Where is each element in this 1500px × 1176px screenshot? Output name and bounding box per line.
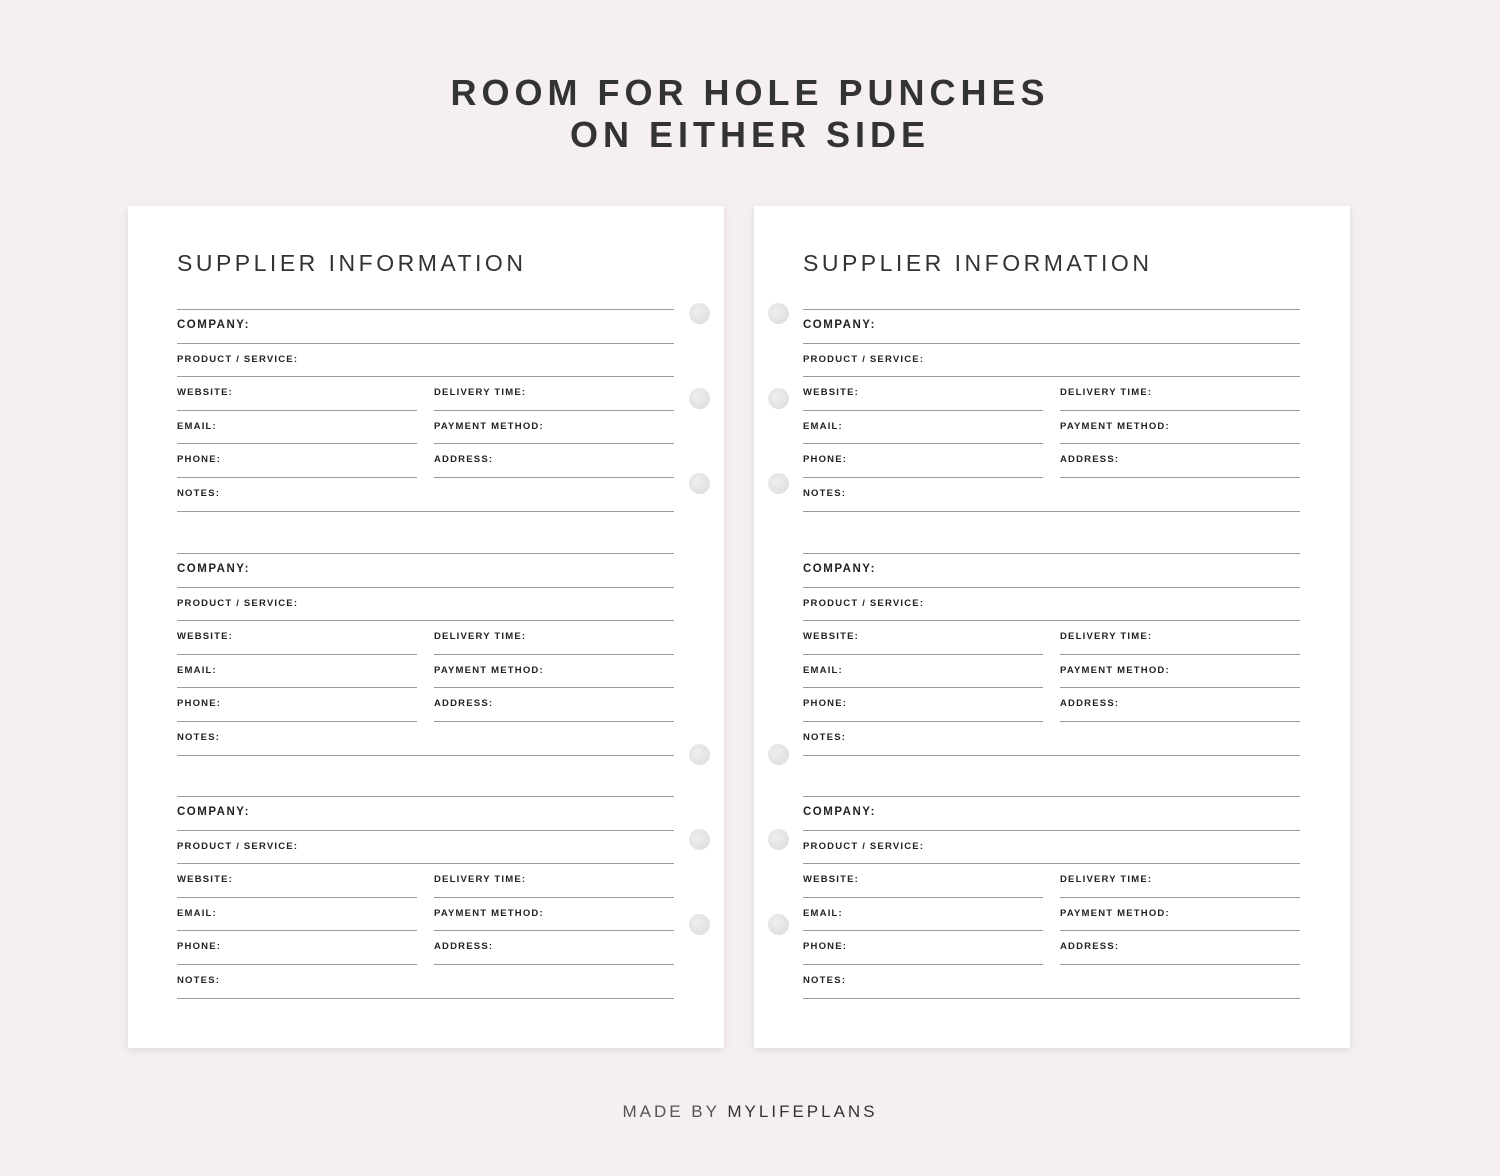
phone-field-label: PHONE:	[177, 454, 222, 466]
payment-method-field[interactable]	[1060, 897, 1300, 932]
phone-field[interactable]	[803, 687, 1043, 722]
company-field-label: COMPANY:	[177, 319, 250, 331]
address-field-label: ADDRESS:	[1060, 698, 1120, 710]
product-service-field[interactable]	[803, 830, 1300, 865]
address-field[interactable]	[434, 443, 674, 478]
notes-field[interactable]	[803, 477, 1300, 512]
address-field[interactable]	[434, 687, 674, 722]
delivery-time-field[interactable]	[434, 376, 674, 411]
product-service-field[interactable]	[177, 587, 674, 622]
notes-field[interactable]	[177, 477, 674, 512]
notes-field-label: NOTES:	[177, 488, 221, 499]
notes-field[interactable]	[177, 721, 674, 756]
payment-method-field-label: PAYMENT METHOD:	[434, 907, 544, 919]
phone-field[interactable]	[803, 930, 1043, 965]
payment-method-field-label: PAYMENT METHOD:	[434, 664, 544, 676]
email-field[interactable]	[177, 897, 417, 932]
notes-field-label: NOTES:	[803, 975, 847, 986]
product-service-field-label: PRODUCT / SERVICE:	[803, 840, 925, 852]
phone-field[interactable]	[177, 443, 417, 478]
payment-method-field-label: PAYMENT METHOD:	[1060, 420, 1170, 432]
email-field-label: EMAIL:	[803, 420, 843, 432]
delivery-time-field[interactable]	[434, 620, 674, 655]
email-field[interactable]	[803, 654, 1043, 689]
notes-field[interactable]	[177, 964, 674, 999]
notes-field-label: NOTES:	[177, 975, 221, 986]
address-field-label: ADDRESS:	[434, 454, 494, 466]
email-field[interactable]	[177, 410, 417, 445]
delivery-time-field-label: DELIVERY TIME:	[1060, 387, 1153, 399]
supplier-block	[803, 796, 1300, 1000]
address-field-label: ADDRESS:	[1060, 941, 1120, 953]
company-field[interactable]	[177, 309, 674, 344]
delivery-time-field[interactable]	[434, 863, 674, 898]
product-service-field-label: PRODUCT / SERVICE:	[803, 597, 925, 609]
footer-prefix: MADE BY	[622, 1102, 728, 1121]
product-service-field[interactable]	[803, 587, 1300, 622]
notes-field[interactable]	[803, 964, 1300, 999]
supplier-block	[803, 309, 1300, 513]
address-field[interactable]	[1060, 443, 1300, 478]
product-service-field[interactable]	[177, 830, 674, 865]
delivery-time-field-label: DELIVERY TIME:	[1060, 631, 1153, 643]
payment-method-field-label: PAYMENT METHOD:	[1060, 907, 1170, 919]
website-field-label: WEBSITE:	[177, 874, 234, 886]
page-title: SUPPLIER INFORMATION	[177, 250, 527, 276]
hole-punch-marker	[768, 744, 789, 765]
product-service-field-label: PRODUCT / SERVICE:	[803, 353, 925, 365]
headline	[0, 72, 1500, 156]
notes-field-label: NOTES:	[803, 732, 847, 743]
website-field-label: WEBSITE:	[177, 387, 234, 399]
address-field[interactable]	[1060, 930, 1300, 965]
address-field[interactable]	[1060, 687, 1300, 722]
payment-method-field[interactable]	[434, 897, 674, 932]
footer-brand: MYLIFEPLANS	[727, 1102, 878, 1121]
payment-method-field[interactable]	[434, 410, 674, 445]
website-field[interactable]	[177, 863, 417, 898]
company-field[interactable]	[803, 553, 1300, 588]
email-field[interactable]	[177, 654, 417, 689]
hole-punch-marker	[768, 829, 789, 850]
delivery-time-field-label: DELIVERY TIME:	[1060, 874, 1153, 886]
product-service-field-label: PRODUCT / SERVICE:	[177, 353, 299, 365]
supplier-block	[803, 553, 1300, 757]
company-field-label: COMPANY:	[803, 319, 876, 331]
payment-method-field-label: PAYMENT METHOD:	[434, 420, 544, 432]
product-service-field[interactable]	[803, 343, 1300, 378]
hole-punch-marker	[689, 829, 710, 850]
website-field[interactable]	[177, 620, 417, 655]
product-service-field-label: PRODUCT / SERVICE:	[177, 840, 299, 852]
payment-method-field[interactable]	[1060, 410, 1300, 445]
delivery-time-field[interactable]	[1060, 863, 1300, 898]
address-field-label: ADDRESS:	[1060, 454, 1120, 466]
company-field-label: COMPANY:	[177, 563, 250, 575]
company-field-label: COMPANY:	[803, 563, 876, 575]
address-field-label: ADDRESS:	[434, 941, 494, 953]
email-field-label: EMAIL:	[803, 907, 843, 919]
company-field-label: COMPANY:	[177, 806, 250, 818]
delivery-time-field-label: DELIVERY TIME:	[434, 387, 527, 399]
hole-punch-marker	[768, 303, 789, 324]
delivery-time-field[interactable]	[1060, 620, 1300, 655]
planner-page-left	[128, 206, 724, 1048]
email-field[interactable]	[803, 410, 1043, 445]
phone-field-label: PHONE:	[803, 454, 848, 466]
headline-line-2: ON EITHER SIDE	[569, 114, 931, 155]
phone-field-label: PHONE:	[177, 698, 222, 710]
company-field[interactable]	[177, 553, 674, 588]
notes-field-label: NOTES:	[803, 488, 847, 499]
planner-page-right	[754, 206, 1350, 1048]
website-field-label: WEBSITE:	[803, 387, 860, 399]
website-field[interactable]	[803, 620, 1043, 655]
hole-punch-marker	[768, 473, 789, 494]
email-field-label: EMAIL:	[177, 907, 217, 919]
website-field-label: WEBSITE:	[177, 631, 234, 643]
company-field-label: COMPANY:	[803, 806, 876, 818]
phone-field[interactable]	[177, 687, 417, 722]
company-field[interactable]	[803, 796, 1300, 831]
delivery-time-field-label: DELIVERY TIME:	[434, 631, 527, 643]
notes-field[interactable]	[803, 721, 1300, 756]
supplier-block	[177, 796, 674, 1000]
address-field-label: ADDRESS:	[434, 698, 494, 710]
product-service-field-label: PRODUCT / SERVICE:	[177, 597, 299, 609]
footer-credit	[0, 1102, 1500, 1122]
delivery-time-field[interactable]	[1060, 376, 1300, 411]
phone-field-label: PHONE:	[177, 941, 222, 953]
hole-punch-marker	[768, 914, 789, 935]
notes-field-label: NOTES:	[177, 732, 221, 743]
website-field-label: WEBSITE:	[803, 631, 860, 643]
page-title: SUPPLIER INFORMATION	[803, 250, 1153, 276]
headline-line-1: ROOM FOR HOLE PUNCHES	[450, 72, 1050, 113]
website-field[interactable]	[803, 863, 1043, 898]
hole-punch-marker	[689, 744, 710, 765]
supplier-block	[177, 309, 674, 513]
email-field[interactable]	[803, 897, 1043, 932]
website-field[interactable]	[803, 376, 1043, 411]
product-service-field[interactable]	[177, 343, 674, 378]
phone-field-label: PHONE:	[803, 698, 848, 710]
hole-punch-marker	[689, 388, 710, 409]
company-field[interactable]	[803, 309, 1300, 344]
email-field-label: EMAIL:	[177, 420, 217, 432]
hole-punch-marker	[689, 303, 710, 324]
email-field-label: EMAIL:	[177, 664, 217, 676]
hole-punch-marker	[689, 473, 710, 494]
payment-method-field-label: PAYMENT METHOD:	[1060, 664, 1170, 676]
delivery-time-field-label: DELIVERY TIME:	[434, 874, 527, 886]
hole-punch-marker	[768, 388, 789, 409]
email-field-label: EMAIL:	[803, 664, 843, 676]
phone-field[interactable]	[177, 930, 417, 965]
company-field[interactable]	[177, 796, 674, 831]
website-field-label: WEBSITE:	[803, 874, 860, 886]
address-field[interactable]	[434, 930, 674, 965]
hole-punch-marker	[689, 914, 710, 935]
payment-method-field[interactable]	[1060, 654, 1300, 689]
website-field[interactable]	[177, 376, 417, 411]
supplier-block	[177, 553, 674, 757]
payment-method-field[interactable]	[434, 654, 674, 689]
phone-field[interactable]	[803, 443, 1043, 478]
phone-field-label: PHONE:	[803, 941, 848, 953]
